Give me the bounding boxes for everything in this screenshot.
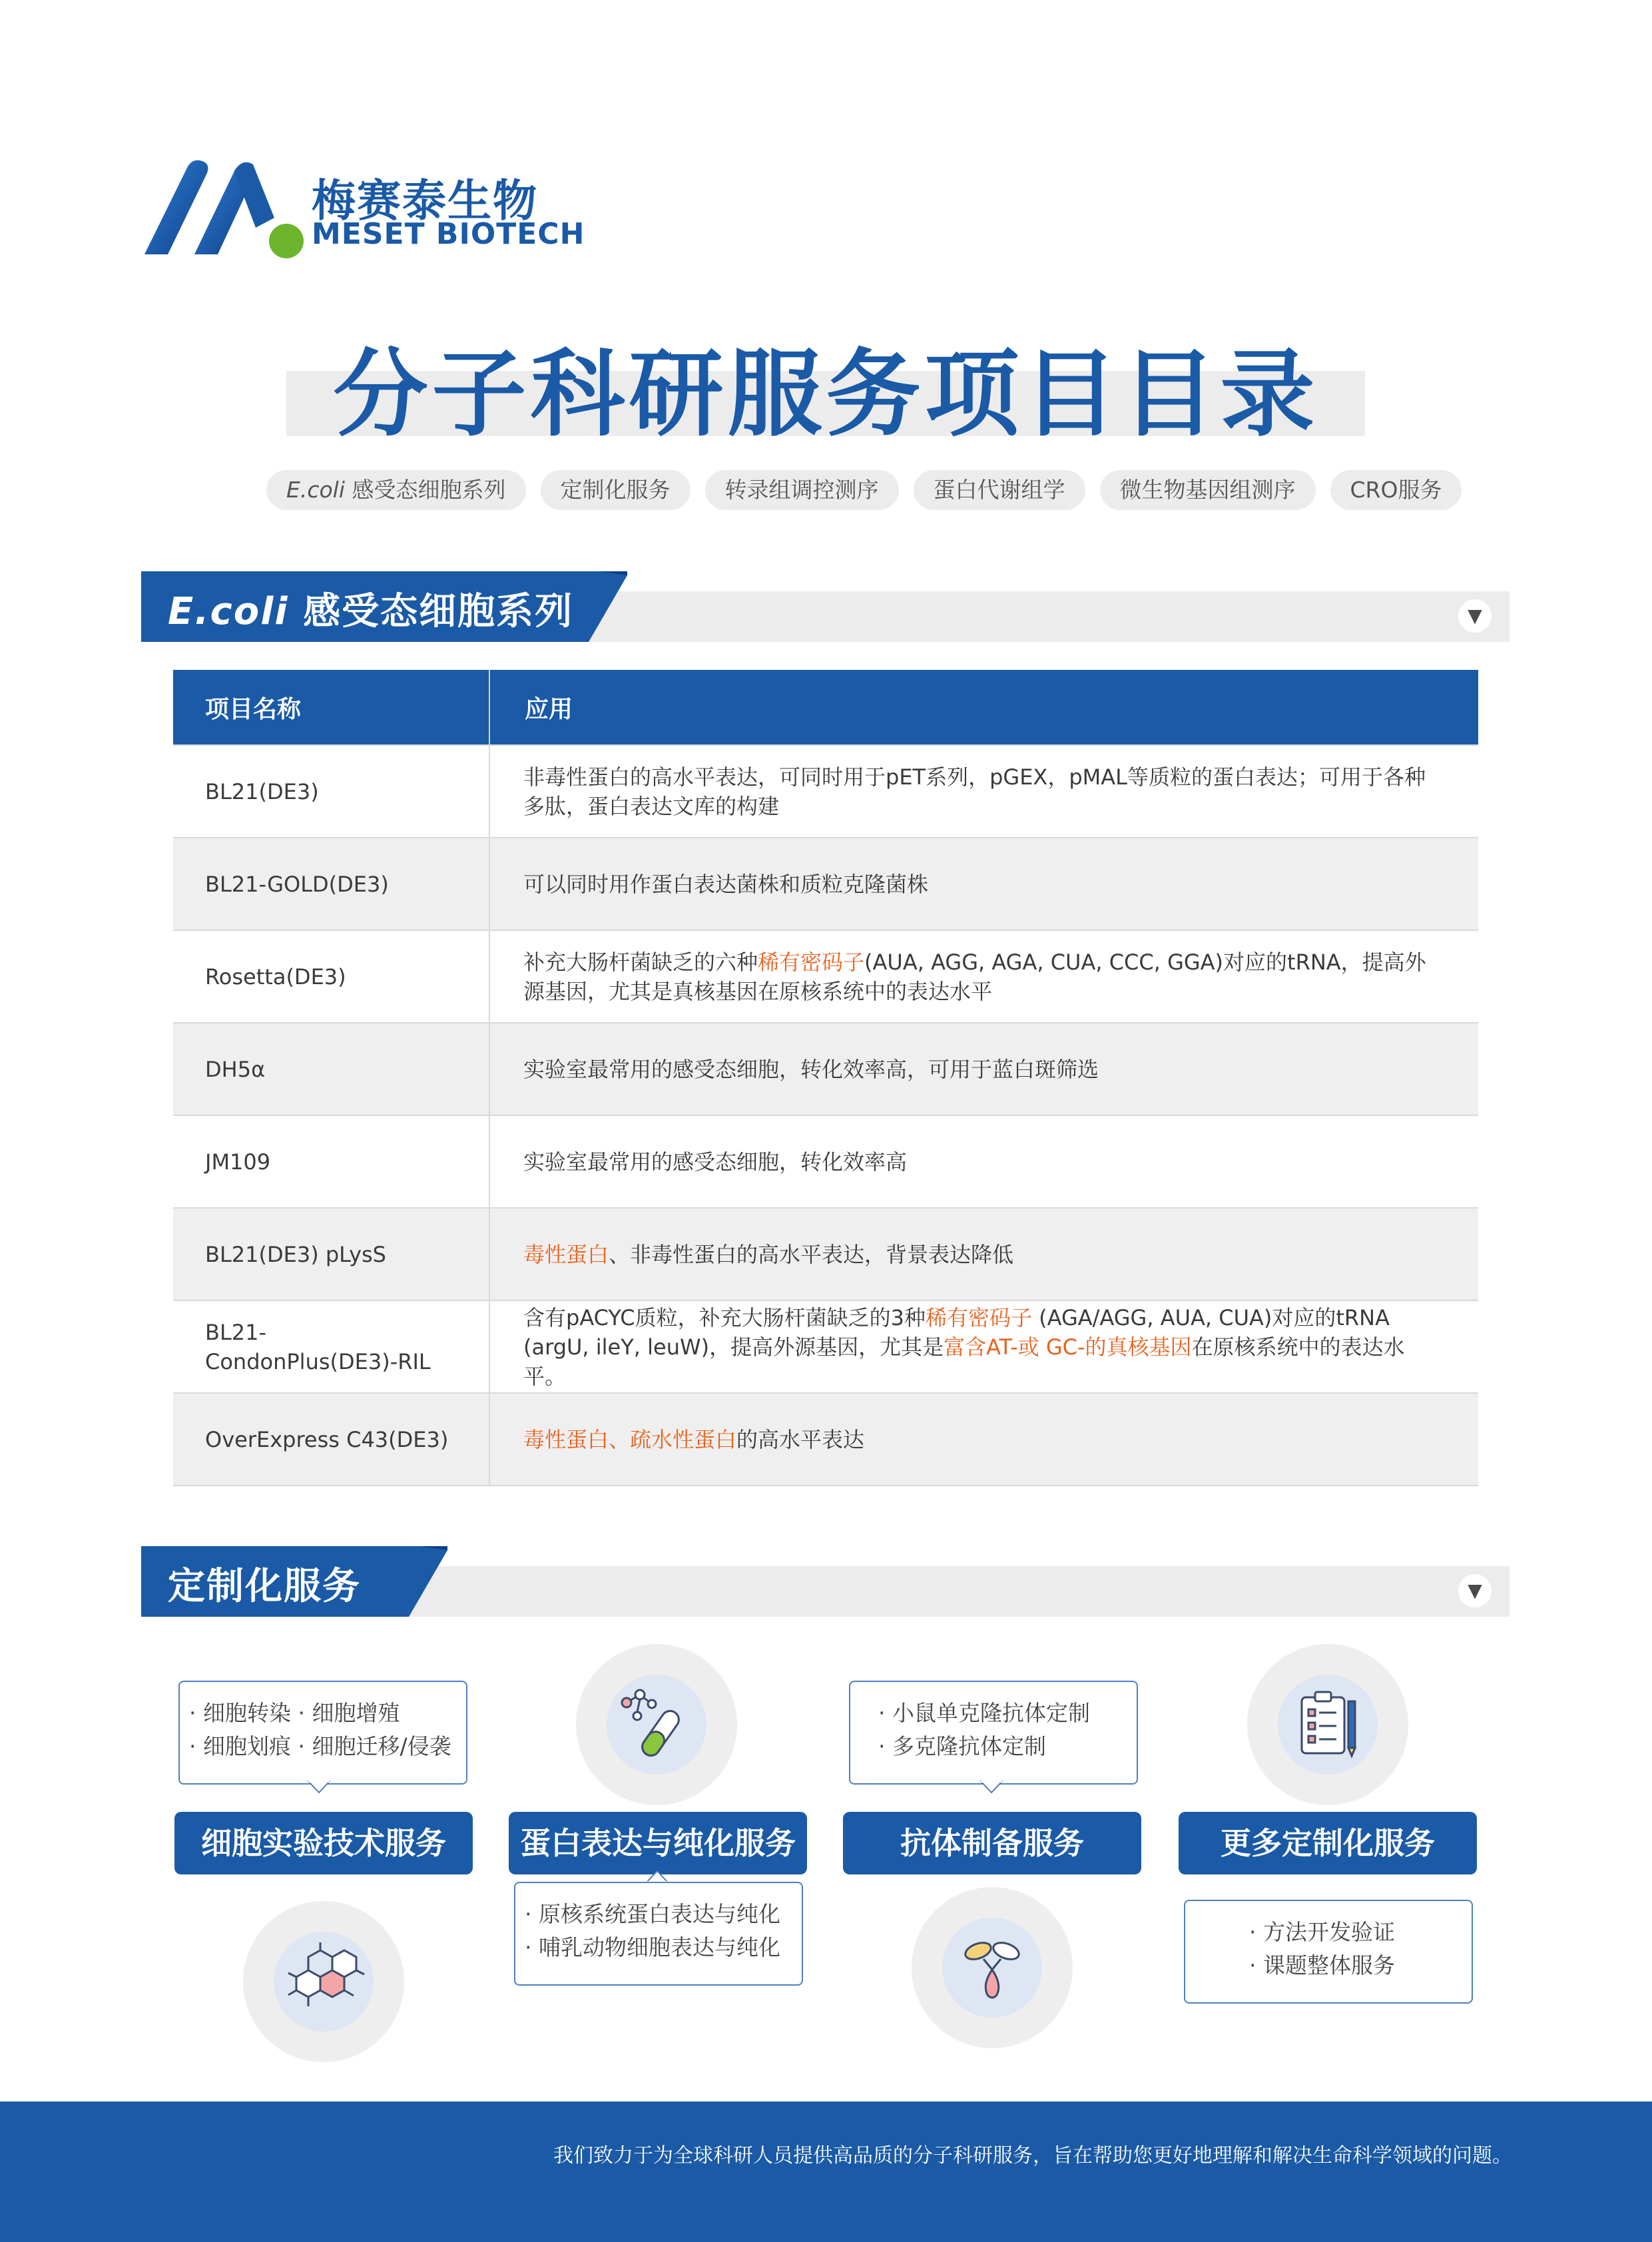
- cell-network-icon: [274, 1932, 374, 2032]
- table-row: [173, 838, 1478, 930]
- application-text: 非毒性蛋白的高水平表达，可同时用于pET系列，pGEX，pMAL等质粒的蛋白表达；可用于各种多肽，蛋白表达文库的构建: [523, 764, 1426, 819]
- test-tube-molecule-icon: [607, 1675, 706, 1775]
- category-pill-transcriptome[interactable]: 转录组调控测序: [705, 470, 899, 510]
- note-item: · 哺乳动物细胞表达与纯化: [525, 1934, 780, 1960]
- service-icon-circle: [912, 1887, 1073, 2048]
- application-text: 的高水平表达: [736, 1426, 865, 1452]
- note-item: · 细胞转染 · 细胞增殖: [189, 1700, 400, 1726]
- brand-name-cn: 梅赛泰生物: [312, 175, 538, 226]
- antibody-icon: [942, 1918, 1042, 2018]
- row-application: [489, 1300, 1478, 1393]
- table-row: [173, 745, 1478, 838]
- service-notes-antibody: [849, 1681, 1138, 1785]
- note-item: · 细胞划痕 · 细胞迁移/侵袭: [189, 1733, 451, 1759]
- callout-pointer: [646, 1870, 669, 1883]
- category-pill-custom[interactable]: 定制化服务: [541, 470, 690, 510]
- service-button-more[interactable]: 更多定制化服务: [1179, 1812, 1477, 1874]
- row-item-name: OverExpress C43(DE3): [173, 1393, 489, 1486]
- note-item: · 课题整体服务: [1249, 1952, 1395, 1978]
- row-application: [489, 1115, 1478, 1208]
- service-notes-cell: [178, 1681, 467, 1785]
- row-application: [489, 838, 1478, 930]
- service-notes-more: [1184, 1900, 1473, 2004]
- note-item: · 方法开发验证: [1249, 1919, 1395, 1945]
- table-row: [173, 1300, 1478, 1393]
- table-row: [173, 1393, 1478, 1486]
- application-text: (AGA/AGG, AUA, CUA)对应的tRNA (argU, ileY, leuW)，提高外源基因，尤其是: [523, 1304, 1390, 1360]
- note-item: · 多克隆抗体定制: [878, 1733, 1046, 1759]
- callout-pointer: [308, 1781, 330, 1794]
- highlight-text: 毒性蛋白、疏水性蛋白: [523, 1426, 737, 1452]
- row-item-name: BL21(DE3) pLysS: [173, 1208, 489, 1300]
- category-pill-proteomics[interactable]: 蛋白代谢组学: [914, 470, 1085, 510]
- category-pills: [266, 470, 1462, 510]
- chevron-down-icon[interactable]: ▼: [1458, 1574, 1492, 1607]
- footer-band: [0, 2102, 1652, 2242]
- service-icon-circle: [576, 1644, 737, 1805]
- row-item-name: BL21-GOLD(DE3): [173, 838, 489, 930]
- service-notes-protein: [514, 1882, 803, 1986]
- clipboard-checklist-icon: [1278, 1675, 1378, 1775]
- application-text: (AUA, AGG, AGA, CUA, CCC, GGA)对应的tRNA，提高外源基因，尤其是真核基因在原核系统中的表达水平: [523, 949, 1426, 1004]
- table-row: [173, 1023, 1478, 1115]
- note-item: · 原核系统蛋白表达与纯化: [525, 1901, 780, 1927]
- service-button-antibody[interactable]: 抗体制备服务: [843, 1812, 1141, 1874]
- highlight-text: 稀有密码子: [925, 1304, 1032, 1330]
- section-title-custom: 定制化服务: [168, 1565, 361, 1608]
- highlight-text: 稀有密码子: [758, 949, 865, 975]
- row-application: [489, 930, 1478, 1023]
- application-text: 补充大肠杆菌缺乏的六种: [523, 949, 758, 975]
- callout-pointer: [980, 1781, 1003, 1794]
- service-icon-circle: [243, 1901, 404, 2062]
- footer-text: 我们致力于为全球科研人员提供高品质的分子科研服务，旨在帮助您更好地理解和解决生命科学领域的问题。: [553, 2144, 1512, 2167]
- row-item-name: BL21-CondonPlus(DE3)-RIL: [173, 1300, 489, 1393]
- note-item: · 小鼠单克隆抗体定制: [878, 1700, 1090, 1726]
- application-text: 实验室最常用的感受态细胞，转化效率高，可用于蓝白斑筛选: [523, 1056, 1099, 1082]
- row-application: [489, 745, 1478, 838]
- row-item-name: DH5α: [173, 1023, 489, 1115]
- row-application: [489, 1208, 1478, 1300]
- ecoli-table: [173, 670, 1478, 1486]
- application-text: 含有pACYC质粒，补充大肠杆菌缺乏的3种: [523, 1304, 926, 1330]
- row-item-name: Rosetta(DE3): [173, 930, 489, 1023]
- category-pill-ecoli[interactable]: E.coli 感受态细胞系列: [266, 470, 526, 510]
- table-row: [173, 1115, 1478, 1208]
- service-button-protein[interactable]: 蛋白表达与纯化服务: [509, 1812, 807, 1874]
- table-header-row: [173, 670, 1478, 745]
- application-text: 在原核系统中的表达水平。: [523, 1334, 1405, 1389]
- application-text: 实验室最常用的感受态细胞，转化效率高: [523, 1149, 908, 1175]
- category-pill-microbial[interactable]: 微生物基因组测序: [1100, 470, 1316, 510]
- row-item-name: BL21(DE3): [173, 745, 489, 838]
- table-row: [173, 1208, 1478, 1300]
- brand-name-en: MESET BIOTECH: [312, 217, 585, 251]
- row-application: [489, 1393, 1478, 1486]
- table-row: [173, 930, 1478, 1023]
- brand-logo-icon: [141, 154, 308, 261]
- application-text: 可以同时用作蛋白表达菌株和质粒克隆菌株: [523, 871, 929, 897]
- category-pill-cro[interactable]: CRO服务: [1330, 470, 1462, 510]
- highlight-text: 毒性蛋白: [523, 1241, 609, 1267]
- service-button-cell[interactable]: 细胞实验技术服务: [174, 1812, 473, 1874]
- service-icon-circle: [1247, 1644, 1408, 1805]
- table-header-name: 项目名称: [173, 670, 489, 745]
- row-item-name: JM109: [173, 1115, 489, 1208]
- table-header-application: 应用: [489, 670, 1478, 745]
- section-title-ecoli: E.coli 感受态细胞系列: [168, 590, 574, 633]
- highlight-text: 富含AT-或 GC-的真核基因: [944, 1334, 1192, 1360]
- page-title: 分子科研服务项目目录: [333, 340, 1319, 449]
- chevron-down-icon[interactable]: ▼: [1458, 599, 1492, 633]
- application-text: 、非毒性蛋白的高水平表达，背景表达降低: [609, 1241, 1014, 1267]
- row-application: [489, 1023, 1478, 1115]
